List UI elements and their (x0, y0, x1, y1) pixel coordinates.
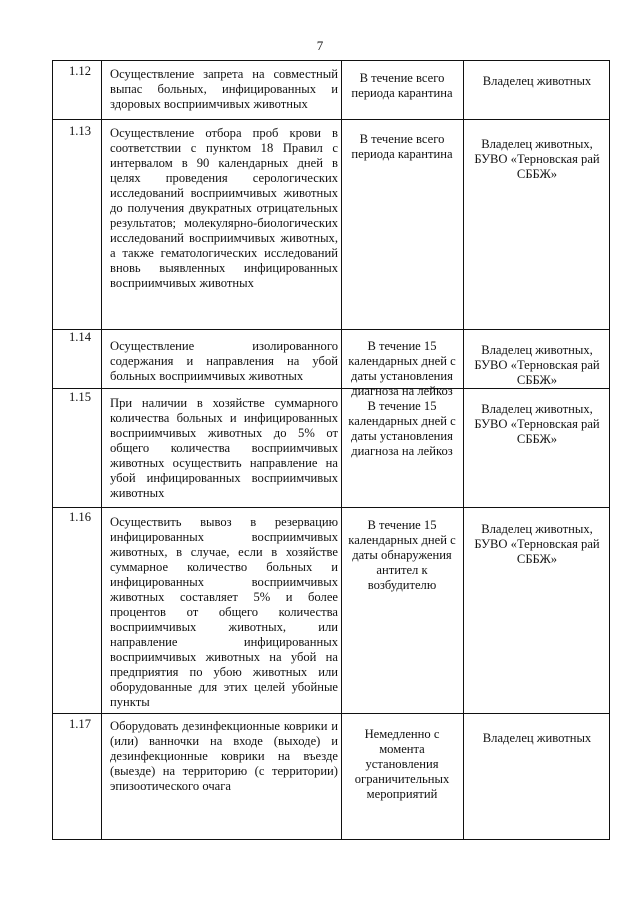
table-border-left (52, 60, 53, 840)
measures-table (52, 60, 610, 840)
measure-term: В течение 15 календарных дней с даты обнаружения антител к возбудителю (348, 518, 456, 592)
row-divider (52, 60, 610, 61)
row-number: 1.16 (68, 510, 92, 524)
measure-text: Осуществление отбора проб крови в соответствии с пунктом 18 Правил с интервалом в 90 календарных дней в целях проведения серологических исследований восприимчивых животных до получения двукратных отрицательных результатов; молекулярно-биологических исследований восприимчивых животных, а также гематологических исследований вновь выявленных инфицированных восприимчивых животных (110, 126, 338, 290)
measure-text: При наличии в хозяйстве суммарного количества больных и инфицированных восприимчивых животных до 5% от общего количества восприимчивых животных осуществить направление на убой инфицированных восприимчивых животных (110, 396, 338, 500)
column-divider-3 (463, 60, 464, 840)
row-number: 1.12 (68, 64, 92, 78)
row-number: 1.14 (68, 330, 92, 344)
measure-term: В течение всего периода карантина (351, 132, 453, 161)
row-number: 1.13 (68, 124, 92, 138)
row-number: 1.15 (68, 390, 92, 404)
page-number: 7 (316, 38, 324, 53)
measure-term: В течение 15 календарных дней с даты установления диагноза на лейкоз (348, 399, 456, 458)
measure-text: Осуществить вывоз в резервацию инфицированных восприимчивых животных, в случае, если в хозяйстве суммарное количество больных и инфицированных восприимчивых животных составляет 5% и более процентов от общего количества восприимчивых животных, или направление инфицированных восприимчивых животных на убой на предприятия по убою животных или оборудованные для этих целей убойные пункты (110, 515, 338, 709)
row-divider (52, 713, 610, 714)
row-divider (52, 329, 610, 330)
table-border-right (609, 60, 610, 840)
row-divider (52, 839, 610, 840)
measure-term: В течение всего периода карантина (351, 71, 453, 100)
measure-responsible: Владелец животных (482, 74, 592, 88)
column-divider-2 (341, 60, 342, 840)
row-number: 1.17 (68, 717, 92, 731)
measure-responsible: Владелец животных (482, 731, 592, 745)
measure-text: Оборудовать дезинфекционные коврики и (или) ванночки на входе (выходе) и дезинфекционные коврики на въезде (выезде) на территорию (с территории) эпизоотического очага (110, 719, 338, 793)
row-divider (52, 388, 610, 389)
measure-text: Осуществление запрета на совместный выпас больных, инфицированных и здоровых восприимчивых животных (110, 67, 338, 111)
measure-text: Осуществление изолированного содержания и направления на убой больных восприимчивых животных (110, 339, 338, 383)
row-divider (52, 119, 610, 120)
column-divider-1 (101, 60, 102, 840)
measure-responsible: Владелец животных, БУВО «Терновская рай СББЖ» (474, 137, 600, 181)
measure-responsible: Владелец животных, БУВО «Терновская рай СББЖ» (474, 522, 600, 566)
measure-term: В течение 15 календарных дней с даты установления диагноза на лейкоз (348, 339, 456, 398)
measure-responsible: Владелец животных, БУВО «Терновская рай СББЖ» (474, 343, 600, 387)
row-divider (52, 507, 610, 508)
measure-term: Немедленно с момента установления ограничительных мероприятий (354, 727, 450, 801)
measure-responsible: Владелец животных, БУВО «Терновская рай СББЖ» (474, 402, 600, 446)
